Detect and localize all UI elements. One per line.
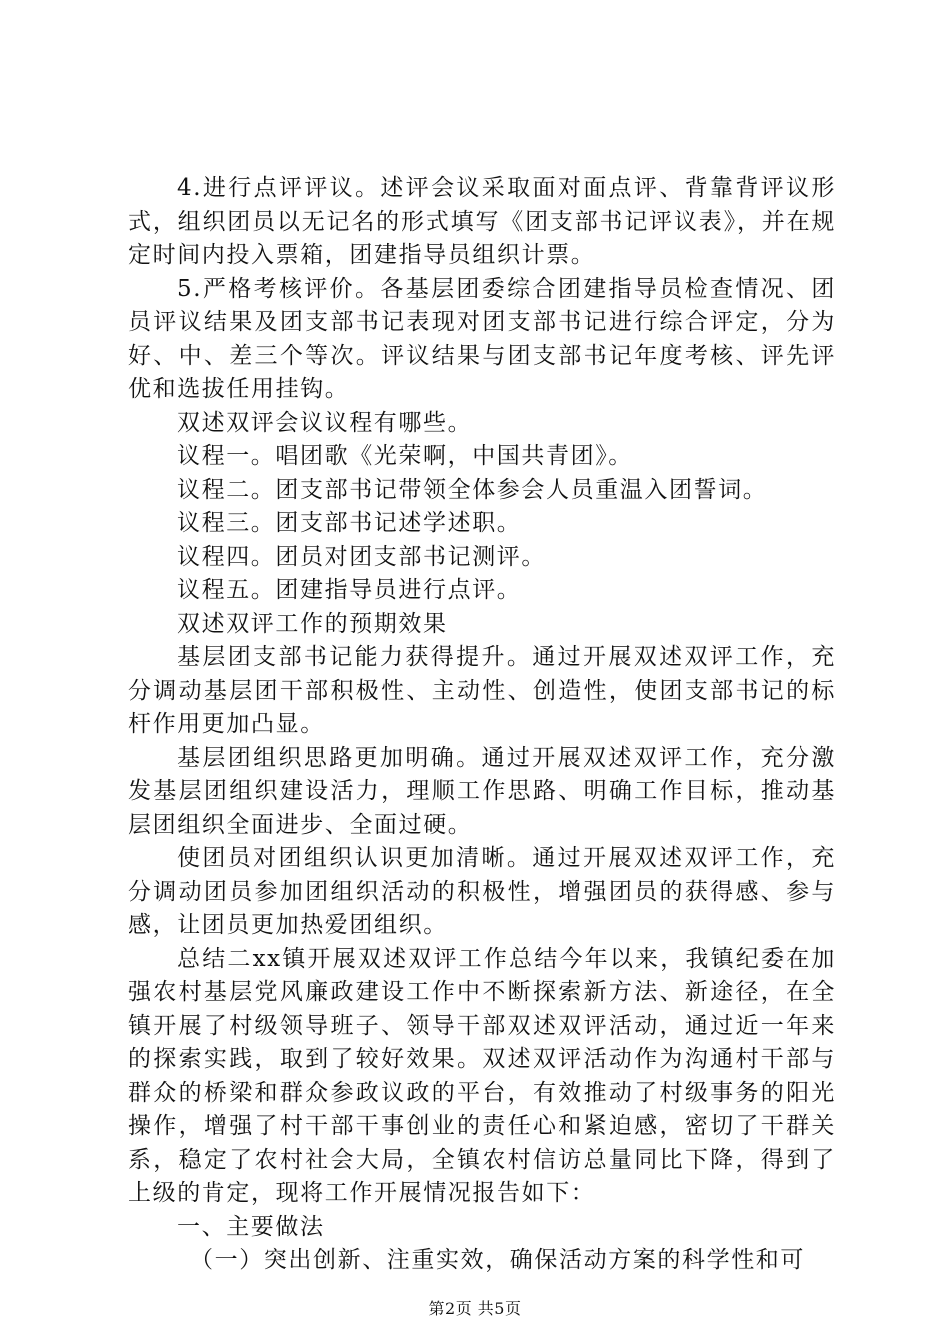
- agenda-item-4: 议程四。团员对团支部书记测评。: [177, 543, 546, 570]
- document-body: [128, 172, 836, 1278]
- paragraph-strict-assessment: 5.严格考核评价。各基层团委综合团建指导员检查情况、团员评议结果及团支部书记表现对团支部书记进行综合评定，分为好、中、差三个等次。评议结果与团支部书记年度考核、评先评优和选拔任用挂钩。: [128, 275, 836, 402]
- agenda-item-5: 议程五。团建指导员进行点评。: [177, 577, 522, 603]
- paragraph-organization-clarity: 基层团组织思路更加明确。通过开展双述双评工作，充分激发基层团组织建设活力，理顺工作思路、明确工作目标，推动基层团组织全面进步、全面过硬。: [128, 744, 836, 838]
- paragraph-secretary-ability: 基层团支部书记能力获得提升。通过开展双述双评工作，充分调动基层团干部积极性、主动性、创造性，使团支部书记的标杆作用更加凸显。: [128, 644, 836, 737]
- agenda-item-1: 议程一。唱团歌《光荣啊，中国共青团》。: [177, 443, 633, 469]
- paragraph-summary-two: 总结二xx镇开展双述双评工作总结今年以来，我镇纪委在加强农村基层党风廉政建设工作中不断探索新方法、新途径，在全镇开展了村级领导班子、领导干部双述双评活动，通过近一年来的探索实践，取到了较好效果。双述双评活动作为沟通村干部与群众的桥梁和群众参政议政的平台，有效推动了村级事务的阳光操作，增强了村干部干事创业的责任心和紧迫感，密切了干群关系，稳定了农村社会大局，全镇农村信访总量同比下降，得到了上级的肯定，现将工作开展情况报告如下：: [128, 945, 836, 1206]
- agenda-item-3: 议程三。团支部书记述学述职。: [177, 510, 522, 536]
- paragraph-member-awareness: 使团员对团组织认识更加清晰。通过开展双述双评工作，充分调动团员参加团组织活动的积极性，增强团员的获得感、参与感，让团员更加热爱团组织。: [128, 845, 836, 938]
- paragraph-review-comment: 4.进行点评评议。述评会议采取面对面点评、背靠背评议形式，组织团员以无记名的形式填写《团支部书记评议表》，并在规定时间内投入票箱，团建指导员组织计票。: [128, 175, 836, 268]
- agenda-heading: 双述双评会议议程有哪些。: [177, 409, 473, 436]
- section-heading-main-practices: 一、主要做法: [177, 1213, 325, 1240]
- agenda-item-2: 议程二。团支部书记带领全体参会人员重温入团誓词。: [177, 476, 768, 503]
- subsection-heading-1: （一）突出创新、注重实效，确保活动方案的科学性和可: [190, 1247, 805, 1273]
- expected-effects-heading: 双述双评工作的预期效果: [177, 610, 448, 637]
- page-number-footer: 第2页 共5页: [428, 1299, 522, 1318]
